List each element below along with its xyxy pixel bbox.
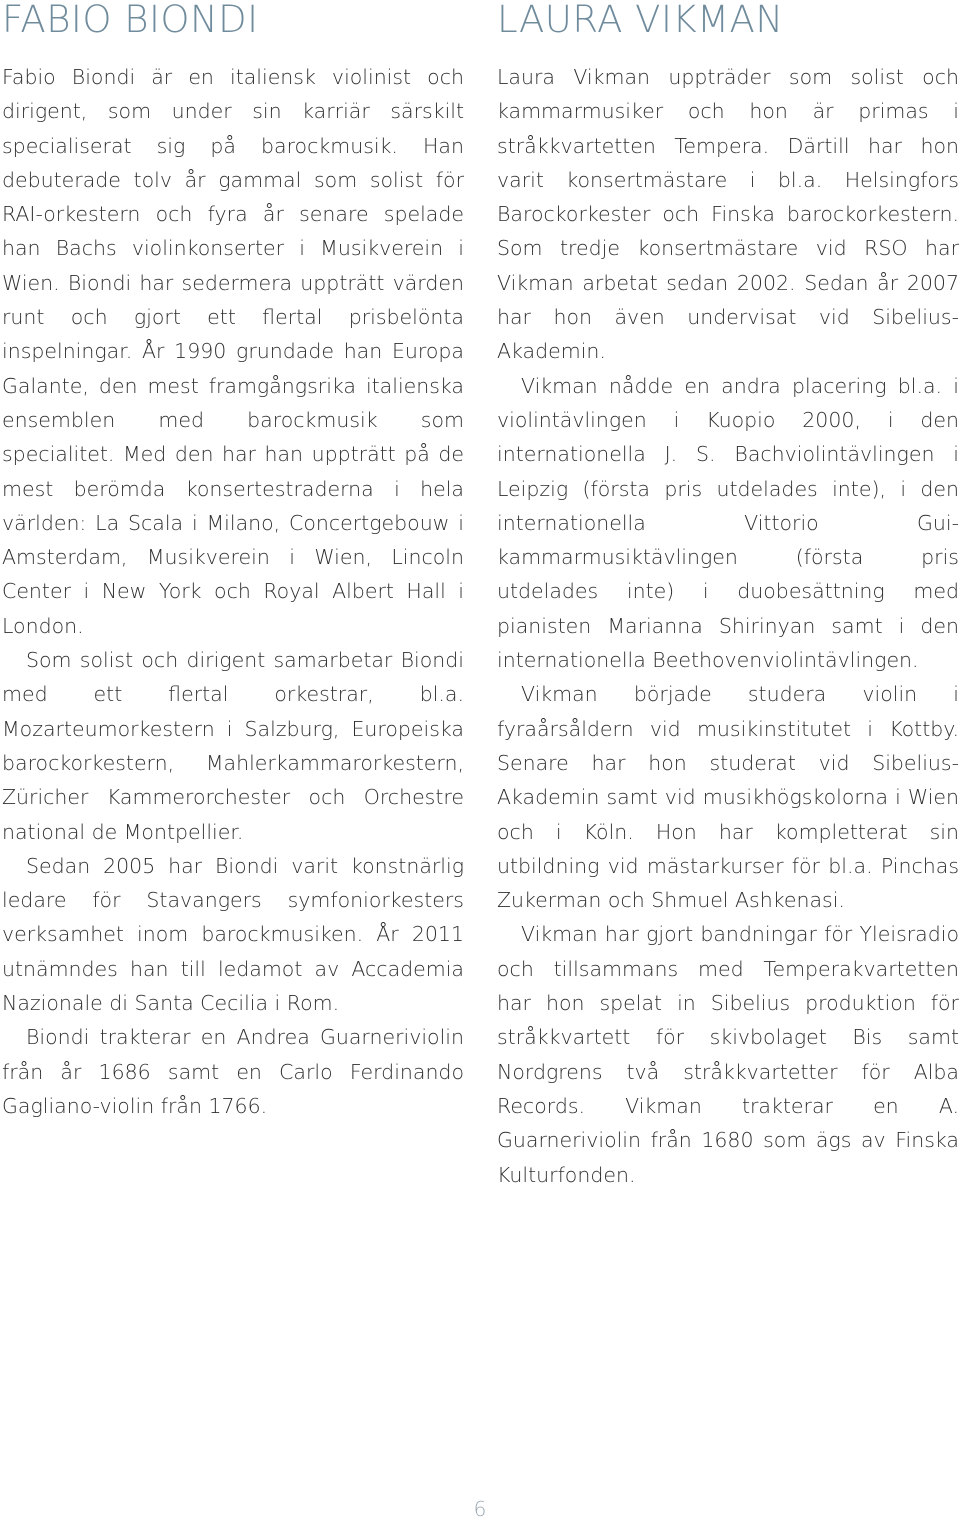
paragraph: Vikman nådde en andra placering bl.a. i violintävlingen i Kuopio 2000, i den internationella J. S. Bachviolintävlingen i Leipzig (första pris utdelades inte), i den internationella Vittorio Gui-kammarmusiktävlingen (första pris utdelades inte) i duobesättning med pianisten Marianna Shirinyan samt i den internationella Beethovenviolintävlingen. bbox=[497, 373, 959, 673]
biography-fabio-biondi bbox=[2, 0, 464, 1123]
heading-fabio-biondi: FABIO BIONDI bbox=[2, 0, 259, 41]
paragraph: Sedan 2005 har Biondi varit konstnärlig ledare för Stavangers symfoniorkesters verksamhet inom barockmusiken. År 2011 utnämndes han till ledamot av Accademia Nazionale di Santa Cecilia i Rom. bbox=[2, 853, 464, 1016]
biography-laura-vikman bbox=[497, 0, 959, 1192]
page-number: 6 bbox=[473, 1497, 487, 1521]
paragraph: Fabio Biondi är en italiensk violinist och dirigent, som under sin karriär särskilt specialiserat sig på barockmusik. Han debuterade tolv år gammal som solist för RAI-orkestern och fyra år senare spelade han Bachs violinkonserter i Musikverein i Wien. Biondi har sedermera uppträtt värden runt och gjort ett flertal prisbelönta inspelningar. År 1990 grundade han Europa Galante, den mest framgångsrika italienska ensemblen med barockmusik som specialitet. Med den har han uppträtt på de mest berömda konsertestraderna i hela världen: La Scala i Milano, Concertgebouw i Amsterdam, Musikverein i Wien, Lincoln Center i New York och Royal Albert Hall i London. bbox=[2, 65, 464, 638]
paragraph: Som solist och dirigent samarbetar Biondi med ett flertal orkestrar, bl.a. Mozarteumorkestern i Salzburg, Europeiska barockorkestern, Mahlerkammarorkestern, Züricher Kammerorchester och Orchestre national de Montpellier. bbox=[2, 648, 464, 844]
heading-laura-vikman: LAURA VIKMAN bbox=[497, 0, 784, 41]
paragraph: Biondi trakterar en Andrea Guarneriviolin från år 1686 samt en Carlo Ferdinando Gagliano-violin från 1766. bbox=[2, 1025, 464, 1118]
paragraph: Vikman har gjort bandningar för Yleisradio och tillsammans med Temperakvartetten har hon spelat in Sibelius produktion för stråkkvartett för skivbolaget Bis samt Nordgrens två stråkkvartetter för Alba Records. Vikman trakterar en A. Guarneriviolin från 1680 som ägs av Finska Kulturfonden. bbox=[497, 922, 959, 1187]
paragraph: Laura Vikman uppträder som solist och kammarmusiker och hon är primas i stråkkvartetten Tempera. Därtill har hon varit konsertmästare i bl.a. Helsingfors Barockorkester och Finska barockorkestern. Som tredje konsertmästare vid RSO har Vikman arbetat sedan 2002. Sedan år 2007 har hon även undervisat vid Sibelius-Akademin. bbox=[497, 65, 959, 364]
paragraph: Vikman började studera violin i fyraårsåldern vid musikinstitutet i Kottby. Senare har hon studerat vid Sibelius-Akademin samt vid musikhögskolorna i Wien och i Köln. Hon har kompletterat sin utbildning vid mästarkurser för bl.a. Pinchas Zukerman och Shmuel Ashkenasi. bbox=[497, 682, 959, 913]
